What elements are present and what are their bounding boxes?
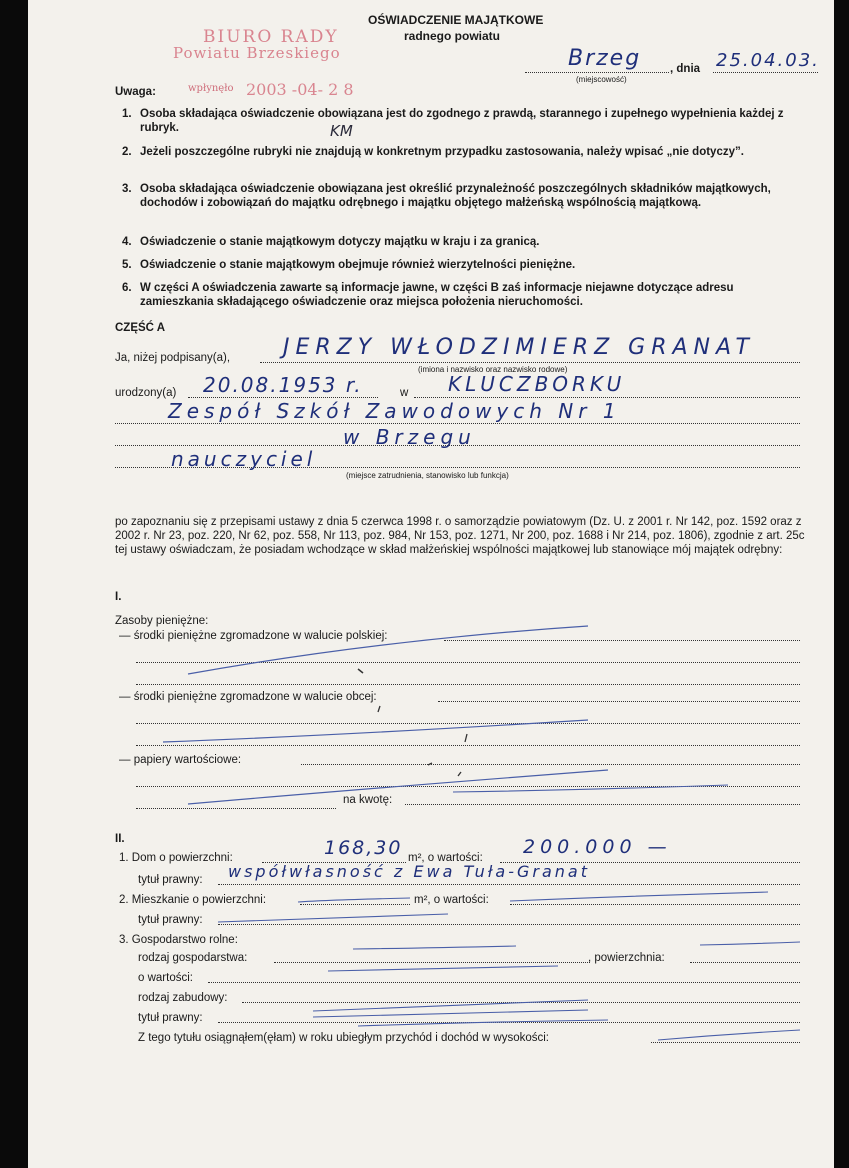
farm-income-label: Z tego tytułu osiągnąłem(ęłam) w roku ubiegłym przychód i dochód w wysokości: — [138, 1032, 549, 1044]
farm-buildings-label: rodzaj zabudowy: — [138, 992, 228, 1004]
place-value: Brzeg — [568, 46, 642, 71]
notes-label: Uwaga: — [115, 86, 156, 98]
pln-funds-label: — środki pieniężne zgromadzone w walucie polskiej: — [119, 630, 388, 642]
part-a-heading: CZĘŚĆ A — [115, 322, 166, 334]
born-label: urodzony(a) — [115, 387, 177, 399]
house-value: 200.000 — — [523, 836, 672, 858]
section-2-crossout-strokes — [28, 0, 834, 1168]
born-in-label: w — [400, 387, 409, 399]
funds-label: Zasoby pieniężne: — [115, 615, 209, 627]
farm-label: 3. Gospodarstwo rolne: — [119, 934, 238, 946]
farm-type-label: rodzaj gospodarstwa: — [138, 952, 248, 964]
form-title: OŚWIADCZENIE MAJĄTKOWE — [368, 13, 544, 27]
employment-caption: (miejsce zatrudnienia, stanowisko lub funkcja) — [346, 471, 509, 480]
amount-label: na kwotę: — [343, 794, 393, 806]
house-label: 1. Dom o powierzchni: — [119, 852, 233, 864]
securities-label: — papiery wartościowe: — [119, 754, 242, 766]
flat-label: 2. Mieszkanie o powierzchni: — [119, 894, 267, 906]
date-value: 25.04.03. — [716, 50, 820, 71]
farm-area-label: , powierzchnia: — [588, 952, 665, 964]
office-stamp-line2: Powiatu Brzeskiego — [173, 44, 341, 62]
house-unit-label: m², o wartości: — [408, 852, 483, 864]
section-1-heading: I. — [115, 591, 122, 603]
born-date-value: 20.08.1953 r. — [203, 373, 363, 397]
employment-value-1: Zespół Szkół Zawodowych Nr 1 — [168, 399, 621, 423]
house-title-value: współwłasność z Ewa Tuła-Granat — [228, 862, 590, 881]
form-subtitle: radnego powiatu — [404, 29, 500, 43]
house-area-value: 168,30 — [324, 837, 403, 859]
name-caption: (imiona i nazwisko oraz nazwisko rodowe) — [418, 365, 568, 374]
declaration-text: po zapoznaniu się z przepisami ustawy z dnia 5 czerwca 1998 r. o samorządzie powiatowym (Dz. U. z 2001 r. Nr 142, poz. 1592 oraz z 2002 r. Nr 23, poz. 220, Nr 62, poz. 558, Nr 113, poz. 984, Nr 153, poz. 1271, Nr 200, poz. 1688 i Nr 214, poz. 1806), zgodnie z art. 25c tej ustawy oświadczam, że posiadam wchodzące w skład małżeńskiej wspólności majątkowej lub stanowiące mój majątek odrębny: — [115, 516, 805, 556]
name-value: JERZY WŁODZIMIERZ GRANAT — [283, 335, 755, 360]
flat-unit-label: m², o wartości: — [414, 894, 489, 906]
stamp-initials: KM — [330, 122, 353, 140]
office-stamp-line1: BIURO RADY — [203, 27, 339, 47]
born-place-value: KLUCZBORKU — [448, 372, 626, 396]
house-title-label: tytuł prawny: — [138, 874, 203, 886]
received-date: 2003 -04- 2 8 — [246, 80, 354, 99]
fx-funds-label: — środki pieniężne zgromadzone w walucie obcej: — [119, 691, 377, 703]
flat-title-label: tytuł prawny: — [138, 914, 203, 926]
employment-value-2: w Brzegu — [343, 425, 476, 449]
section-2-heading: II. — [115, 833, 125, 845]
declaration-page: BIURO RADY Powiatu Brzeskiego wpłynęło 2003 -04- 2 8 KM OŚWIADCZENIE MAJĄTKOWE radnego powiatu Brzeg , dnia 25.04.03. (miejscowość) Uwaga: 1. Osoba składająca oświadczenie obowiązana jest do zgodnego z prawdą, starannego i zupełnego wypełnienia każdej z rubryk. 2. Jeżeli poszczególne rubryki nie znajdują w konkretnym przypadku zastosowania, należy wpisać „nie dotyczy”. 3. Osoba składająca oświadczenie obowiązana jest określić przynależność poszczególnych składników majątkowych, dochodów i zobowiązań do majątku odrębnego i majątku objętego małżeńską wspólnością majątkową. 4. Oświadczenie o stanie majątkowym dotyczy majątku w kraju i za granicą. 5. Oświadczenie o stanie majątkowym obejmuje również wierzytelności pieniężne. 6. W części A oświadczenia zawarte są informacje jawne, w części B zaś informacje niejawne dotyczące adresu zamieszkania składającego oświadczenie oraz miejsca położenia nieruchomości. CZĘŚĆ A Ja, niżej podpisany(a), JERZY WŁODZIMIERZ GRANAT (imiona i nazwisko oraz nazwisko rodowe) urodzony(a) 20.08.1953 r. w KLUCZBORKU Zespół Szkół Zawodowych Nr 1 w Brzegu nauczyciel (miejsce zatrudnienia, stanowisko lub funkcja) po zapoznaniu się z przepisami ustawy z dnia 5 czerwca 1998 r. o samorządzie powiatowym (Dz. U. z 2001 r. Nr 142, poz. 1592 oraz z 2002 r. Nr 23, poz. 220, Nr 62, poz. 558, Nr 113, poz. 984, Nr 153, poz. 1271, Nr 200, poz. 1688 i Nr 214, poz. 1806), zgodnie z art. 25c tej ustawy oświadczam, że posiadam wchodzące w skład małżeńskiej wspólności majątkowej lub stanowiące mój majątek odrębny: I. Zasoby pieniężne: — środki pieniężne zgromadzone w walucie polskiej: — środki pieniężne zgromadzone w walucie obcej: — papiery wartościowe: na kwotę: II. 1. Dom o powierzchni: 168,30 m², o wartości: 200.000 — tytuł prawny: współwłasność z Ewa Tuła-Granat 2. Mieszkanie o powierzchni: m², o wartości: tytuł prawny: 3. Gospodarstwo rolne: rodzaj gospodarstwa: , powierzchnia: o wartości: rodzaj zabudowy: tytuł prawny: Z tego tytułu osiągnąłem(ęłam) w roku ubiegłym przychód i dochód w wysokości: — [28, 0, 834, 1168]
place-caption: (miejscowość) — [576, 75, 627, 84]
signed-label: Ja, niżej podpisany(a), — [115, 352, 231, 364]
farm-title-label: tytuł prawny: — [138, 1012, 203, 1024]
farm-value-label: o wartości: — [138, 972, 193, 984]
received-label: wpłynęło — [188, 83, 234, 94]
date-prefix: , dnia — [670, 63, 701, 75]
employment-value-3: nauczyciel — [171, 447, 317, 471]
